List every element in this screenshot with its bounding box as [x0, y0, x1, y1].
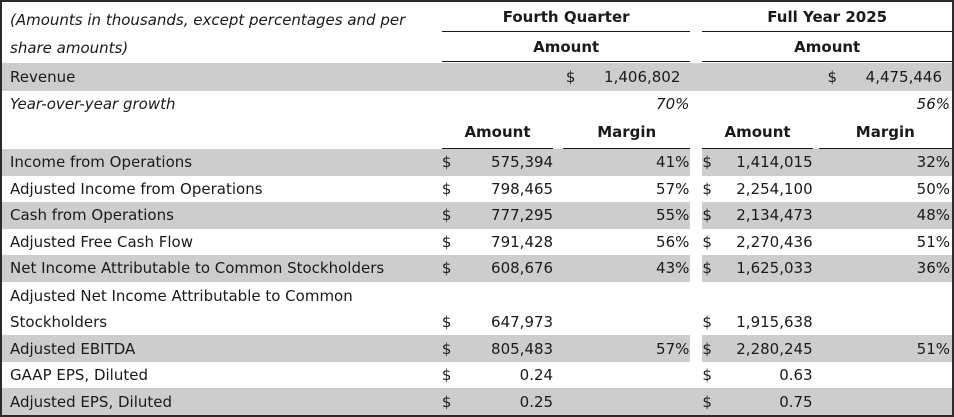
row-label: Net Income Attributable to Common Stockholders [1, 255, 442, 281]
margin-value: 51% [916, 232, 950, 251]
column-gap [553, 149, 563, 176]
growth-q4-value: 70% [656, 95, 690, 114]
dollar-sign: $ [441, 313, 452, 332]
column-header-margin-q4: Margin [563, 118, 690, 149]
dollar-sign: $ [702, 179, 712, 198]
row-label: Adjusted EPS, Diluted [1, 388, 442, 416]
dollar-sign: $ [442, 202, 462, 228]
row-label: Year-over-year growth [10, 95, 176, 114]
dollar-sign: $ [702, 202, 724, 228]
dollar-sign: $ [441, 179, 452, 198]
amount-value: 2,254,100 [736, 179, 813, 198]
group-title-fourth-quarter: Fourth Quarter [442, 2, 691, 32]
row-label: Adjusted Net Income Attributable to Common Stockholders [10, 287, 353, 332]
amount-value: 2,270,436 [736, 232, 813, 251]
dollar-sign: $ [565, 67, 576, 86]
row-label: Adjusted EBITDA [1, 335, 442, 361]
group-spacer [690, 1, 702, 63]
table-row [1, 335, 953, 361]
group-title-full-year: Full Year 2025 [702, 2, 952, 32]
table-body-section [1, 149, 953, 416]
amount-value: 0.24 [519, 366, 554, 385]
group-subtitle-amount-fy: Amount [702, 32, 952, 62]
column-header-margin-fy: Margin [819, 118, 953, 149]
margin-value: 43% [563, 255, 690, 281]
margin-value: 48% [819, 202, 953, 228]
amount-value: 791,428 [491, 232, 554, 251]
amounts-note: (Amounts in thousands, except percentages and per share amounts) [10, 11, 406, 57]
margin-value: 50% [916, 179, 950, 198]
row-label: Cash from Operations [1, 202, 442, 228]
row-label: Adjusted Free Cash Flow [10, 232, 194, 251]
row-label: Income from Operations [1, 149, 442, 176]
dollar-sign: $ [442, 388, 462, 416]
amount-value: 575,394 [462, 149, 553, 176]
dollar-sign: $ [827, 67, 837, 86]
revenue-fy-cell [702, 63, 953, 90]
column-gap [553, 362, 563, 388]
amount-value: 2,134,473 [724, 202, 812, 228]
dollar-sign: $ [702, 255, 724, 281]
amount-value: 1,915,638 [736, 313, 813, 332]
group-spacer [690, 335, 702, 361]
growth-fy-value: 56% [916, 95, 950, 114]
table-header-section [1, 1, 953, 149]
margin-value: 56% [656, 232, 690, 251]
amount-value: 805,483 [462, 335, 553, 361]
table-row [1, 282, 953, 336]
group-header-full-year [702, 1, 953, 63]
dollar-sign: $ [442, 335, 462, 361]
margin-value: 57% [656, 179, 690, 198]
dollar-sign: $ [442, 255, 462, 281]
margin-value: 57% [563, 335, 690, 361]
amount-value: 0.75 [724, 388, 812, 416]
empty-cell [1, 118, 442, 149]
group-spacer [690, 388, 702, 416]
amount-value: 0.25 [462, 388, 553, 416]
revenue-row [1, 63, 953, 90]
column-gap [553, 229, 563, 255]
column-gap [553, 282, 563, 336]
group-spacer [690, 91, 702, 118]
margin-value [563, 388, 690, 416]
group-subtitle-amount-q4: Amount [442, 32, 691, 62]
dollar-sign: $ [442, 149, 462, 176]
group-spacer [690, 282, 702, 336]
margin-value: 41% [563, 149, 690, 176]
dollar-sign: $ [702, 232, 712, 251]
group-spacer [690, 149, 702, 176]
column-gap [553, 255, 563, 281]
margin-value [819, 282, 953, 336]
dollar-sign: $ [702, 313, 712, 332]
amount-value: 0.63 [779, 366, 813, 385]
table-row [1, 362, 953, 388]
amount-value: 4,475,446 [865, 67, 942, 86]
margin-value [819, 388, 953, 416]
column-gap [553, 176, 563, 202]
amount-value: 647,973 [491, 313, 554, 332]
header-row [1, 1, 953, 63]
row-label: Adjusted Income from Operations [10, 179, 263, 198]
amount-value: 1,414,015 [724, 149, 812, 176]
revenue-q4-cell [442, 63, 691, 90]
group-spacer [690, 118, 702, 149]
margin-value [563, 282, 690, 336]
column-gap [553, 202, 563, 228]
row-label: Revenue [1, 63, 442, 90]
group-spacer [690, 362, 702, 388]
amount-value: 1,625,033 [724, 255, 812, 281]
dollar-sign: $ [702, 149, 724, 176]
margin-value [819, 362, 953, 388]
dollar-sign: $ [702, 388, 724, 416]
table-row [1, 255, 953, 281]
table-row [1, 176, 953, 202]
table-row [1, 229, 953, 255]
amount-value: 1,406,802 [604, 67, 681, 86]
table-row [1, 149, 953, 176]
column-gap [553, 118, 563, 149]
amount-value: 2,280,245 [724, 335, 812, 361]
margin-value: 36% [819, 255, 953, 281]
growth-row [1, 91, 953, 118]
group-spacer [690, 63, 702, 90]
column-header-amount-fy: Amount [702, 118, 812, 149]
dollar-sign: $ [702, 366, 712, 385]
group-spacer [690, 229, 702, 255]
amount-value: 608,676 [462, 255, 553, 281]
amount-value: 798,465 [491, 179, 554, 198]
margin-value: 55% [563, 202, 690, 228]
margin-value: 32% [819, 149, 953, 176]
subheader-row [1, 118, 953, 149]
row-label: GAAP EPS, Diluted [10, 366, 148, 385]
dollar-sign: $ [441, 366, 452, 385]
margin-value [563, 362, 690, 388]
dollar-sign: $ [441, 232, 452, 251]
table-row [1, 202, 953, 228]
column-gap [553, 335, 563, 361]
amount-value: 777,295 [462, 202, 553, 228]
margin-value: 51% [819, 335, 953, 361]
group-spacer [690, 176, 702, 202]
group-spacer [690, 255, 702, 281]
table-row [1, 388, 953, 416]
dollar-sign: $ [702, 335, 724, 361]
group-spacer [690, 202, 702, 228]
group-header-fourth-quarter [442, 1, 691, 63]
column-header-amount-q4: Amount [442, 118, 553, 149]
column-gap [553, 388, 563, 416]
